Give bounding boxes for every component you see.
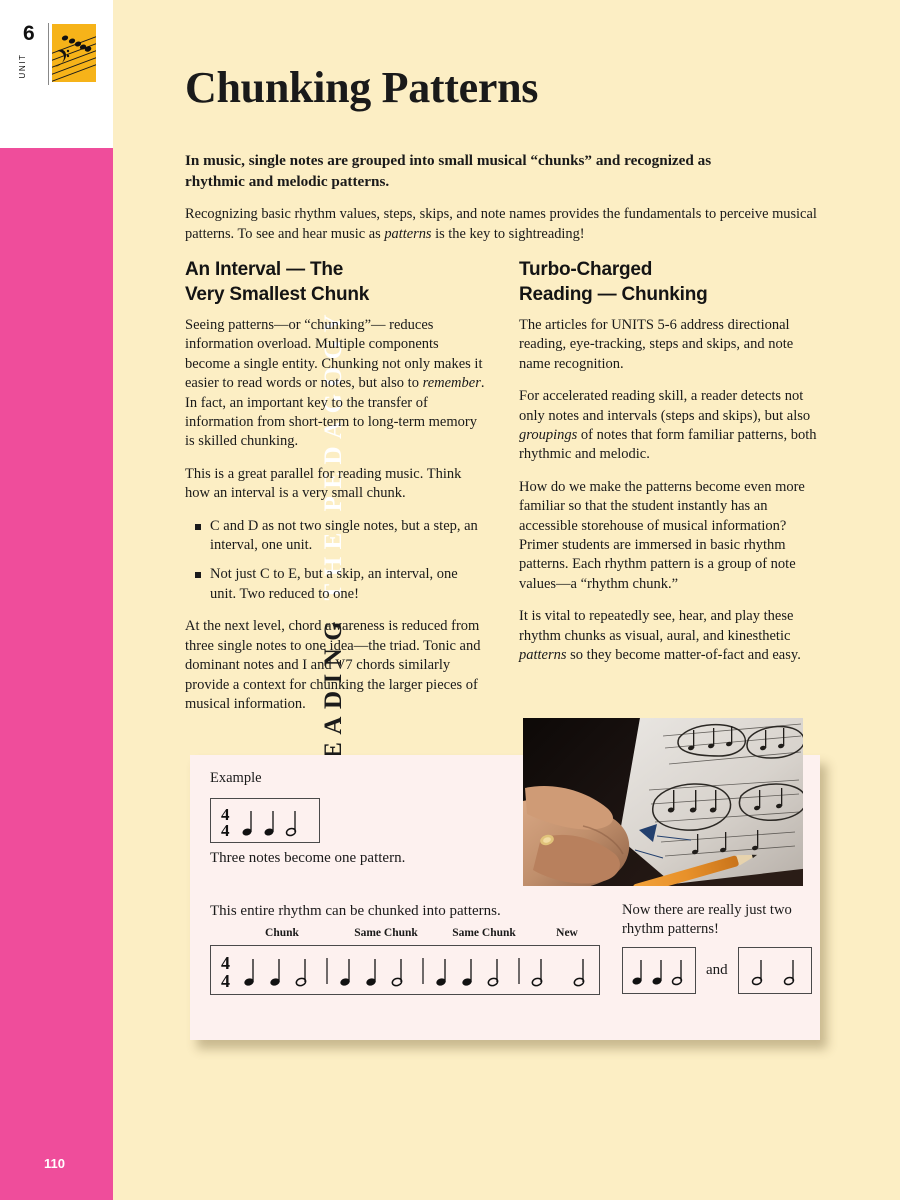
intro-italic: patterns — [384, 225, 432, 242]
right-column-heading — [519, 258, 819, 307]
example-measure-staff — [210, 798, 320, 843]
left-heading-line2: Very Smallest Chunk — [185, 283, 370, 305]
mini-pattern-row — [622, 945, 812, 995]
right-paragraph-4 — [519, 607, 819, 665]
page-title: Chunking Patterns — [185, 63, 539, 112]
chunk-label-1: Chunk — [265, 927, 299, 939]
mini-pattern-box-1 — [622, 947, 696, 994]
right-heading-line2: Reading — Chunking — [519, 283, 708, 305]
column-left — [185, 258, 485, 727]
left-paragraph-1 — [185, 316, 485, 452]
right-heading-line1: Turbo-Charged — [519, 259, 653, 280]
unit-word-label: UNIT — [18, 53, 27, 79]
intro-text-2: is the key to sightreading! — [431, 225, 585, 242]
left-column-heading — [185, 258, 485, 307]
right-p4-italic: patterns — [519, 647, 567, 664]
right-p2-text2: of notes that form familiar patterns, both rhythmic and melodic. — [519, 427, 817, 463]
full-rhythm-staff — [210, 945, 600, 995]
left-paragraph-3: At the next level, chord awareness is reduced from three single notes to one idea—the triad. Tonic and dominant notes and I and V7 chords similarly provide a context for chunking the larger pieces of musical information. — [185, 618, 481, 712]
two-patterns-note: Now there are really just two rhythm patterns! — [622, 902, 792, 937]
intro-text-1: Recognizing basic rhythm values, steps, skips, and note names provides the fundamentals to perceive musical patterns. To see and hear music as — [185, 206, 817, 242]
left-heading-line1: An Interval — The — [185, 259, 344, 280]
unit-number: 6 — [23, 22, 35, 45]
right-paragraph-2 — [519, 387, 819, 465]
svg-text:4: 4 — [221, 805, 230, 824]
chunk-label-2: Same Chunk — [354, 927, 418, 939]
column-right — [519, 258, 819, 679]
left-bullet-list — [185, 517, 485, 605]
unit-badge-left — [18, 22, 48, 86]
rhythm-intro-text: This entire rhythm can be chunked into patterns. — [210, 903, 501, 919]
mini-pattern-box-2 — [738, 947, 812, 994]
right-paragraph-3: How do we make the patterns become even more familiar so that the student instantly has an accessible storehouse of musical information? Primer students are immersed in basic rhythm patterns. Each rhythm pattern is a group of note values—a “rhythm chunk.” — [519, 478, 805, 592]
right-p4-text1: It is vital to repeatedly see, hear, and play these rhythm chunks as visual, aural, and kinesthetic — [519, 608, 794, 644]
chunk-label-4: New — [556, 927, 578, 939]
unit-divider-rule — [48, 23, 49, 85]
left-p1-text1: Seeing patterns—or “chunking”— reduces information overload. Multiple components become a single entity. Chunking not only makes it easier to read words or notes, but also to — [185, 317, 483, 392]
list-item: C and D as not two single notes, but a step, an interval, one unit. — [185, 517, 485, 556]
example-caption: Three notes become one pattern. — [210, 850, 406, 866]
left-p1-text2: . In fact, an important key to the transfer of information from short-term to long-term memory is skilled chunking. — [185, 375, 485, 450]
svg-text:4: 4 — [221, 953, 230, 973]
right-p2-text1: For accelerated reading skill, a reader detects not only notes and intervals (steps and skips), but also — [519, 388, 811, 424]
list-item: Not just C to E, but a skip, an interval, one unit. Two reduced to one! — [185, 565, 485, 604]
bass-clef-icon — [52, 24, 96, 82]
svg-text:4: 4 — [221, 971, 230, 991]
right-p2-italic: groupings — [519, 427, 578, 444]
example-label: Example — [210, 770, 262, 786]
svg-text:4: 4 — [221, 821, 230, 840]
unit-badge — [18, 22, 96, 86]
lede-paragraph: In music, single notes are grouped into small musical “chunks” and recognized as rhythmic and melodic patterns. — [185, 152, 712, 190]
sheet-music-photo — [523, 718, 803, 886]
left-p1-italic: remember — [422, 375, 481, 392]
right-paragraph-1: The articles for UNITS 5-6 address directional reading, eye-tracking, steps and skips, and note name recognition. — [519, 317, 794, 372]
rail-title-pedagogy: THE PEDAGOGY — [319, 306, 347, 601]
right-p4-text2: so they become matter-of-fact and easy. — [566, 647, 801, 664]
chunk-label-row — [210, 927, 600, 943]
chunk-label-3: Same Chunk — [452, 927, 516, 939]
left-paragraph-2: This is a great parallel for reading music. Think how an interval is a very small chunk. — [185, 465, 462, 502]
and-connector-label: and — [706, 961, 728, 978]
page-number: 110 — [44, 1156, 65, 1171]
intro-paragraph — [185, 205, 817, 244]
